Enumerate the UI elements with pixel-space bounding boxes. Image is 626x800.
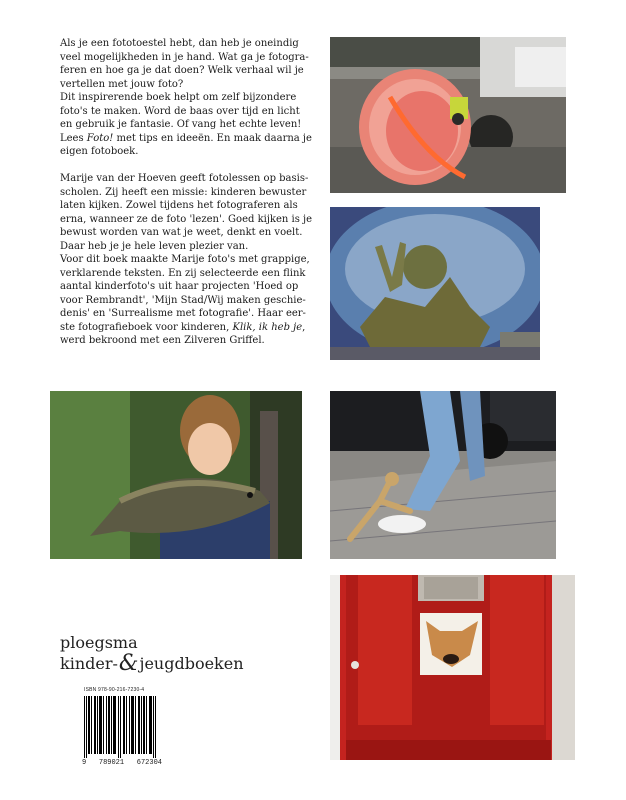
text-line: eigen fotoboek. [60,146,139,157]
publisher-jeugdboeken: jeugdboeken [139,654,244,673]
isbn-digit-prefix: 9 [82,759,87,767]
text-line: foto's te maken. Word de baas over tijd en licht [60,105,300,117]
text-line: scholen. Zij heeft een missie: kinderen bewuster [60,186,307,198]
publisher-logo [60,633,244,675]
text-line: Dit inspirerende boek helpt om zelf bijzondere [60,92,297,103]
barcode-bars [82,696,158,758]
text-line: denis' en 'Surrealisme met fotografie'. Haar eer- [60,308,306,319]
text-line: Voor dit boek maakte Marije foto's met grappige, [60,254,310,265]
text-line: en gebruik je fantasie. Of vang het echte leven! [60,119,302,130]
isbn-digit-right: 672304 [136,759,162,767]
text-line: voor Rembrandt', 'Mijn Stad/Wij maken geschie- [60,294,306,306]
text-line: Lees Foto! met tips en ideeën. En maak daarna je [60,132,312,144]
text-line: verklarende teksten. En zij selecteerde een flink [60,267,306,279]
publisher-name: ploegsma [60,633,138,652]
isbn-label: ISBN 978-90-216-7230-4 [84,687,145,693]
isbn-digit-left: 789021 [98,759,125,767]
text-line: ste fotografieboek voor kinderen, Klik, ik heb je, [60,321,306,333]
reflection-photo [330,207,540,360]
isbn-digits [82,759,162,767]
bucket-photo [330,37,566,193]
fish-photo [50,391,302,559]
text-line: vertellen met jouw foto? [60,78,184,90]
text-line: aantal kinderfoto's uit haar projecten 'Hoed op [60,281,299,292]
dog-door-photo [330,575,575,760]
text-line: erna, wanneer ze de foto 'lezen'. Goed kijken is je [60,213,313,225]
text-line: Marije van der Hoeven geeft fotolessen op basis- [60,173,309,184]
publisher-ampersand: & [118,651,139,676]
text-line: feren en hoe ga je dat doen? Welk verhaal wil je [60,65,304,76]
publisher-kinder: kinder- [60,654,118,673]
text-line: werd bekroond met een Zilveren Griffel. [60,335,265,346]
isbn-barcode [82,687,162,767]
text-line: bewust worden van wat je weet, denkt en voelt. [60,227,303,238]
text-line: laten kijken. Zowel tijdens het fotograferen als [60,200,298,211]
text-line: Als je een fototoestel hebt, dan heb je oneindig [60,38,299,49]
back-cover-text [60,37,320,348]
text-line: Daar heb je je hele leven plezier van. [60,240,249,252]
text-line: veel mogelijkheden in je hand. Wat ga je fotogra- [60,51,309,63]
puppet-photo [330,391,556,559]
